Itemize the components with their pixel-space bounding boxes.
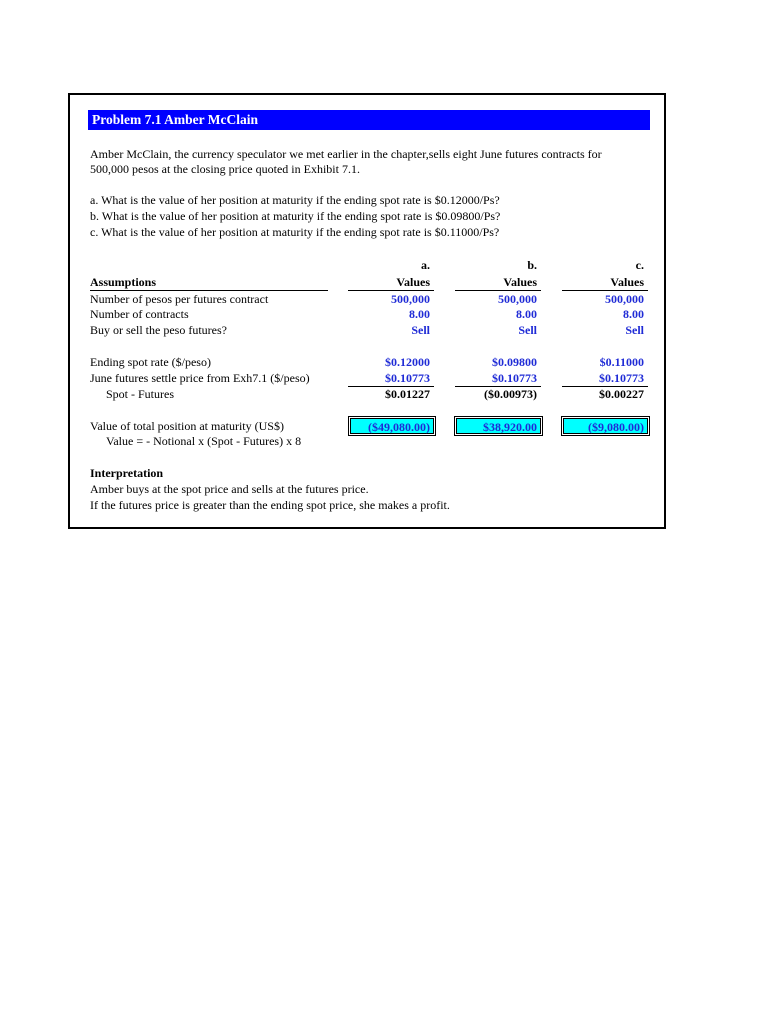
col-c-buy-sell: Sell <box>625 323 644 337</box>
col-a-pesos: 500,000 <box>391 292 430 306</box>
intro-line-1: Amber McClain, the currency speculator we met earlier in the chapter,sells eight June futures contracts for <box>90 147 602 161</box>
problem-title: Problem 7.1 Amber McClain <box>88 110 650 130</box>
label-buy-sell: Buy or sell the peso futures? <box>90 323 227 337</box>
col-a-spot: $0.12000 <box>385 355 430 369</box>
col-b-pesos: 500,000 <box>498 292 537 306</box>
col-c-contracts: 8.00 <box>623 307 644 321</box>
interpretation-heading: Interpretation <box>90 466 164 480</box>
col-a-diff: $0.01227 <box>385 387 430 401</box>
col-a-futures: $0.10773 <box>385 371 430 385</box>
col-b-header: Values <box>503 275 537 289</box>
col-c-diff: $0.00227 <box>599 387 644 401</box>
col-c-result: ($9,080.00) <box>563 418 648 434</box>
col-c-header: Values <box>610 275 644 289</box>
col-c-underline <box>562 290 648 291</box>
label-futures: June futures settle price from Exh7.1 ($/peso) <box>90 371 310 385</box>
label-diff: Spot - Futures <box>106 387 175 401</box>
formula-note: Value = - Notional x (Spot - Futures) x 8 <box>106 434 302 448</box>
col-a-header: Values <box>396 275 430 289</box>
col-c-letter: c. <box>635 258 644 272</box>
label-spot: Ending spot rate ($/peso) <box>90 355 211 369</box>
col-a-result: ($49,080.00) <box>350 418 434 434</box>
col-a-underline <box>348 290 434 291</box>
col-c-futures: $0.10773 <box>599 371 644 385</box>
col-b-contracts: 8.00 <box>516 307 537 321</box>
col-a-buy-sell: Sell <box>411 323 430 337</box>
assumptions-heading: Assumptions <box>90 275 157 289</box>
col-b-futures: $0.10773 <box>492 371 537 385</box>
problem-sheet <box>68 93 666 529</box>
col-b-diff: ($0.00973) <box>484 387 537 401</box>
col-a-contracts: 8.00 <box>409 307 430 321</box>
col-b-letter: b. <box>527 258 537 272</box>
question-a: a. What is the value of her position at maturity if the ending spot rate is $0.12000/Ps? <box>90 193 500 207</box>
col-c-spot: $0.11000 <box>599 355 644 369</box>
question-b: b. What is the value of her position at maturity if the ending spot rate is $0.09800/Ps? <box>90 209 501 223</box>
col-b-underline <box>455 290 541 291</box>
col-a-letter: a. <box>421 258 430 272</box>
interpretation-line-2: If the futures price is greater than the ending spot price, she makes a profit. <box>90 498 450 512</box>
intro-line-2: 500,000 pesos at the closing price quoted in Exhibit 7.1. <box>90 162 360 176</box>
label-pesos: Number of pesos per futures contract <box>90 292 269 306</box>
label-value: Value of total position at maturity (US$) <box>90 419 284 433</box>
col-b-result: $38,920.00 <box>456 418 541 434</box>
interpretation-line-1: Amber buys at the spot price and sells at the futures price. <box>90 482 369 496</box>
assumptions-underline <box>90 290 328 291</box>
label-contracts: Number of contracts <box>90 307 189 321</box>
col-c-pesos: 500,000 <box>605 292 644 306</box>
col-b-buy-sell: Sell <box>518 323 537 337</box>
col-b-spot: $0.09800 <box>492 355 537 369</box>
question-c: c. What is the value of her position at maturity if the ending spot rate is $0.11000/Ps? <box>90 225 500 239</box>
